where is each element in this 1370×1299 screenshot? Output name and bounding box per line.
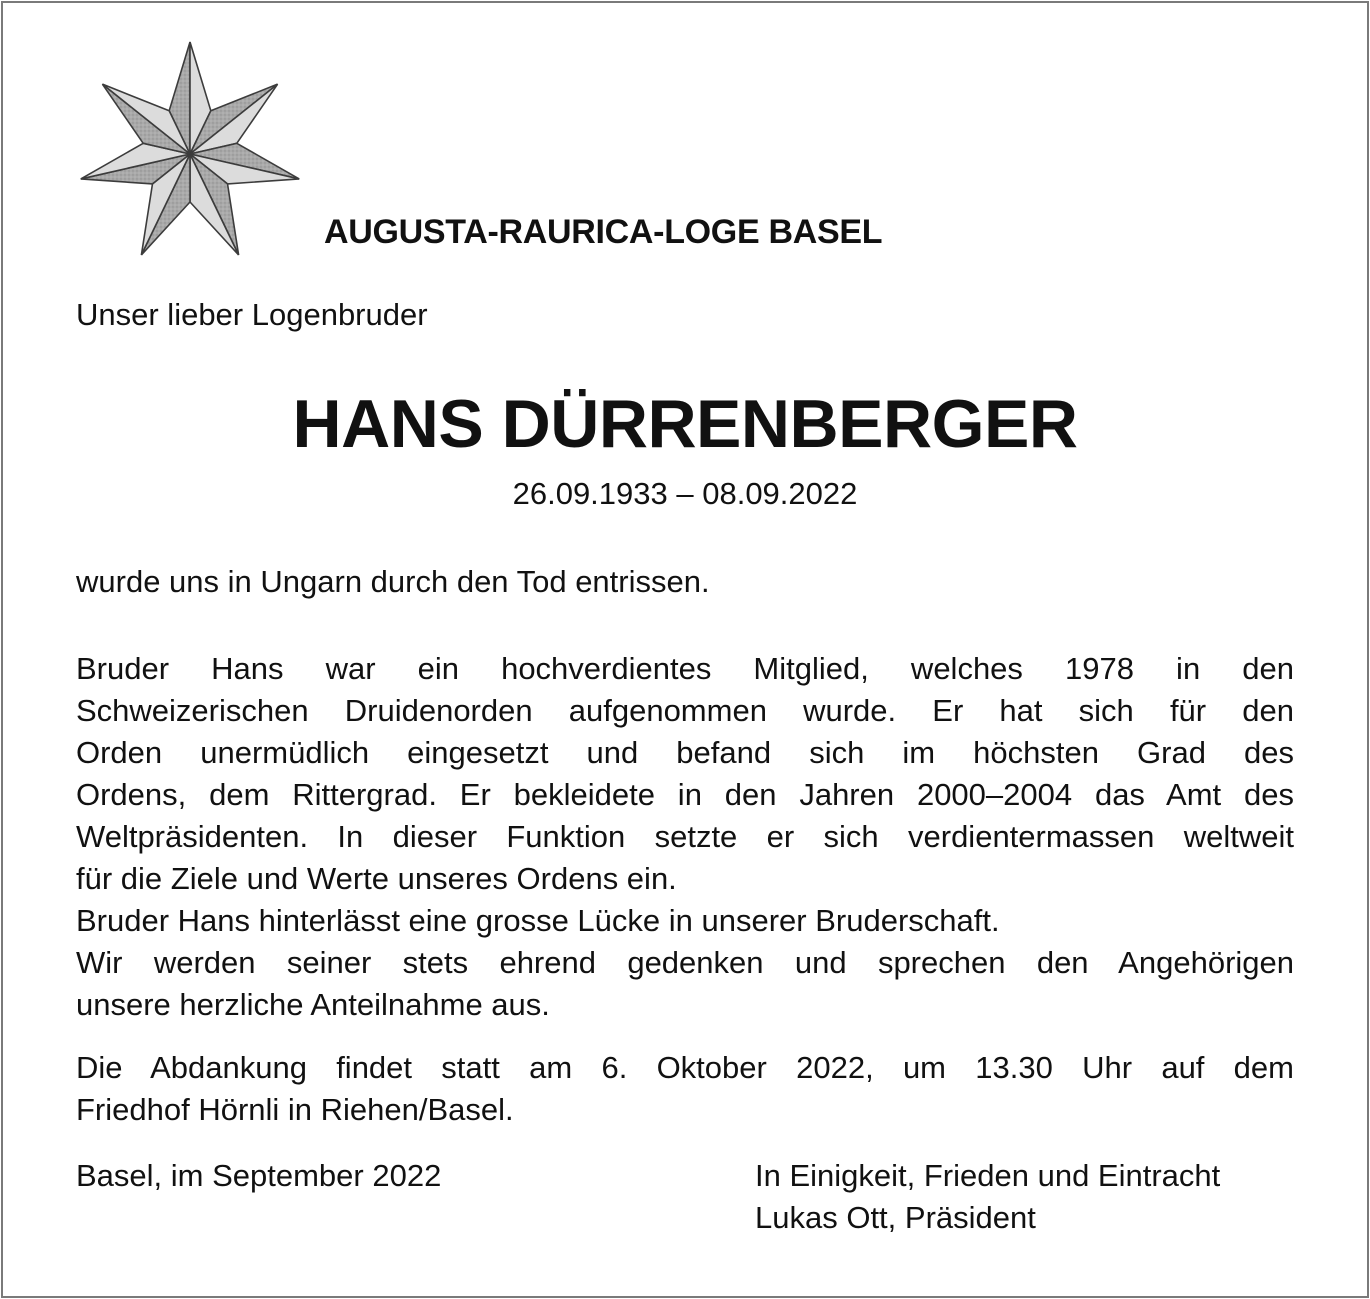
paragraph-line: unsere herzliche Anteilnahme aus. [76, 987, 550, 1022]
paragraph-line: Friedhof Hörnli in Riehen/Basel. [76, 1092, 514, 1127]
paragraph-line: wurde uns in Ungarn durch den Tod entrissen. [76, 564, 710, 599]
paragraph-line: Weltpräsidenten. In dieser Funktion setzte er sich verdientermassen weltweit [76, 819, 1294, 854]
deceased-name: HANS DÜRRENBERGER [292, 386, 1078, 462]
star-shape [81, 42, 299, 255]
paragraph-funeral [76, 1047, 1294, 1131]
paragraph-line: Die Abdankung findet statt am 6. Oktober 2022, um 13.30 Uhr auf dem [76, 1050, 1294, 1085]
life-dates: 26.09.1933 – 08.09.2022 [512, 476, 858, 511]
paragraph-announcement [76, 561, 1294, 603]
signatory: Lukas Ott, Präsident [755, 1200, 1036, 1235]
place-date: Basel, im September 2022 [76, 1158, 442, 1193]
organization-name: AUGUSTA-RAURICA-LOGE BASEL [324, 213, 883, 251]
intro-text: Unser lieber Logenbruder [76, 297, 428, 332]
paragraph-line: Bruder Hans war ein hochverdientes Mitglied, welches 1978 in den [76, 651, 1294, 686]
paragraph-tribute [76, 648, 1294, 1026]
paragraph-line: Ordens, dem Rittergrad. Er bekleidete in den Jahren 2000–2004 das Amt des [76, 777, 1294, 812]
paragraph-line: Bruder Hans hinterlässt eine grosse Lücke in unserer Bruderschaft. [76, 903, 1000, 938]
closing-block [755, 1155, 1220, 1239]
paragraph-line: Schweizerischen Druidenorden aufgenommen wurde. Er hat sich für den [76, 693, 1294, 728]
seven-point-star-icon [76, 34, 306, 262]
paragraph-line: Wir werden seiner stets ehrend gedenken und sprechen den Angehörigen [76, 945, 1294, 980]
paragraph-line: für die Ziele und Werte unseres Ordens ein. [76, 861, 677, 896]
closing-motto: In Einigkeit, Frieden und Eintracht [755, 1158, 1221, 1193]
paragraph-line: Orden unermüdlich eingesetzt und befand sich im höchsten Grad des [76, 735, 1294, 770]
